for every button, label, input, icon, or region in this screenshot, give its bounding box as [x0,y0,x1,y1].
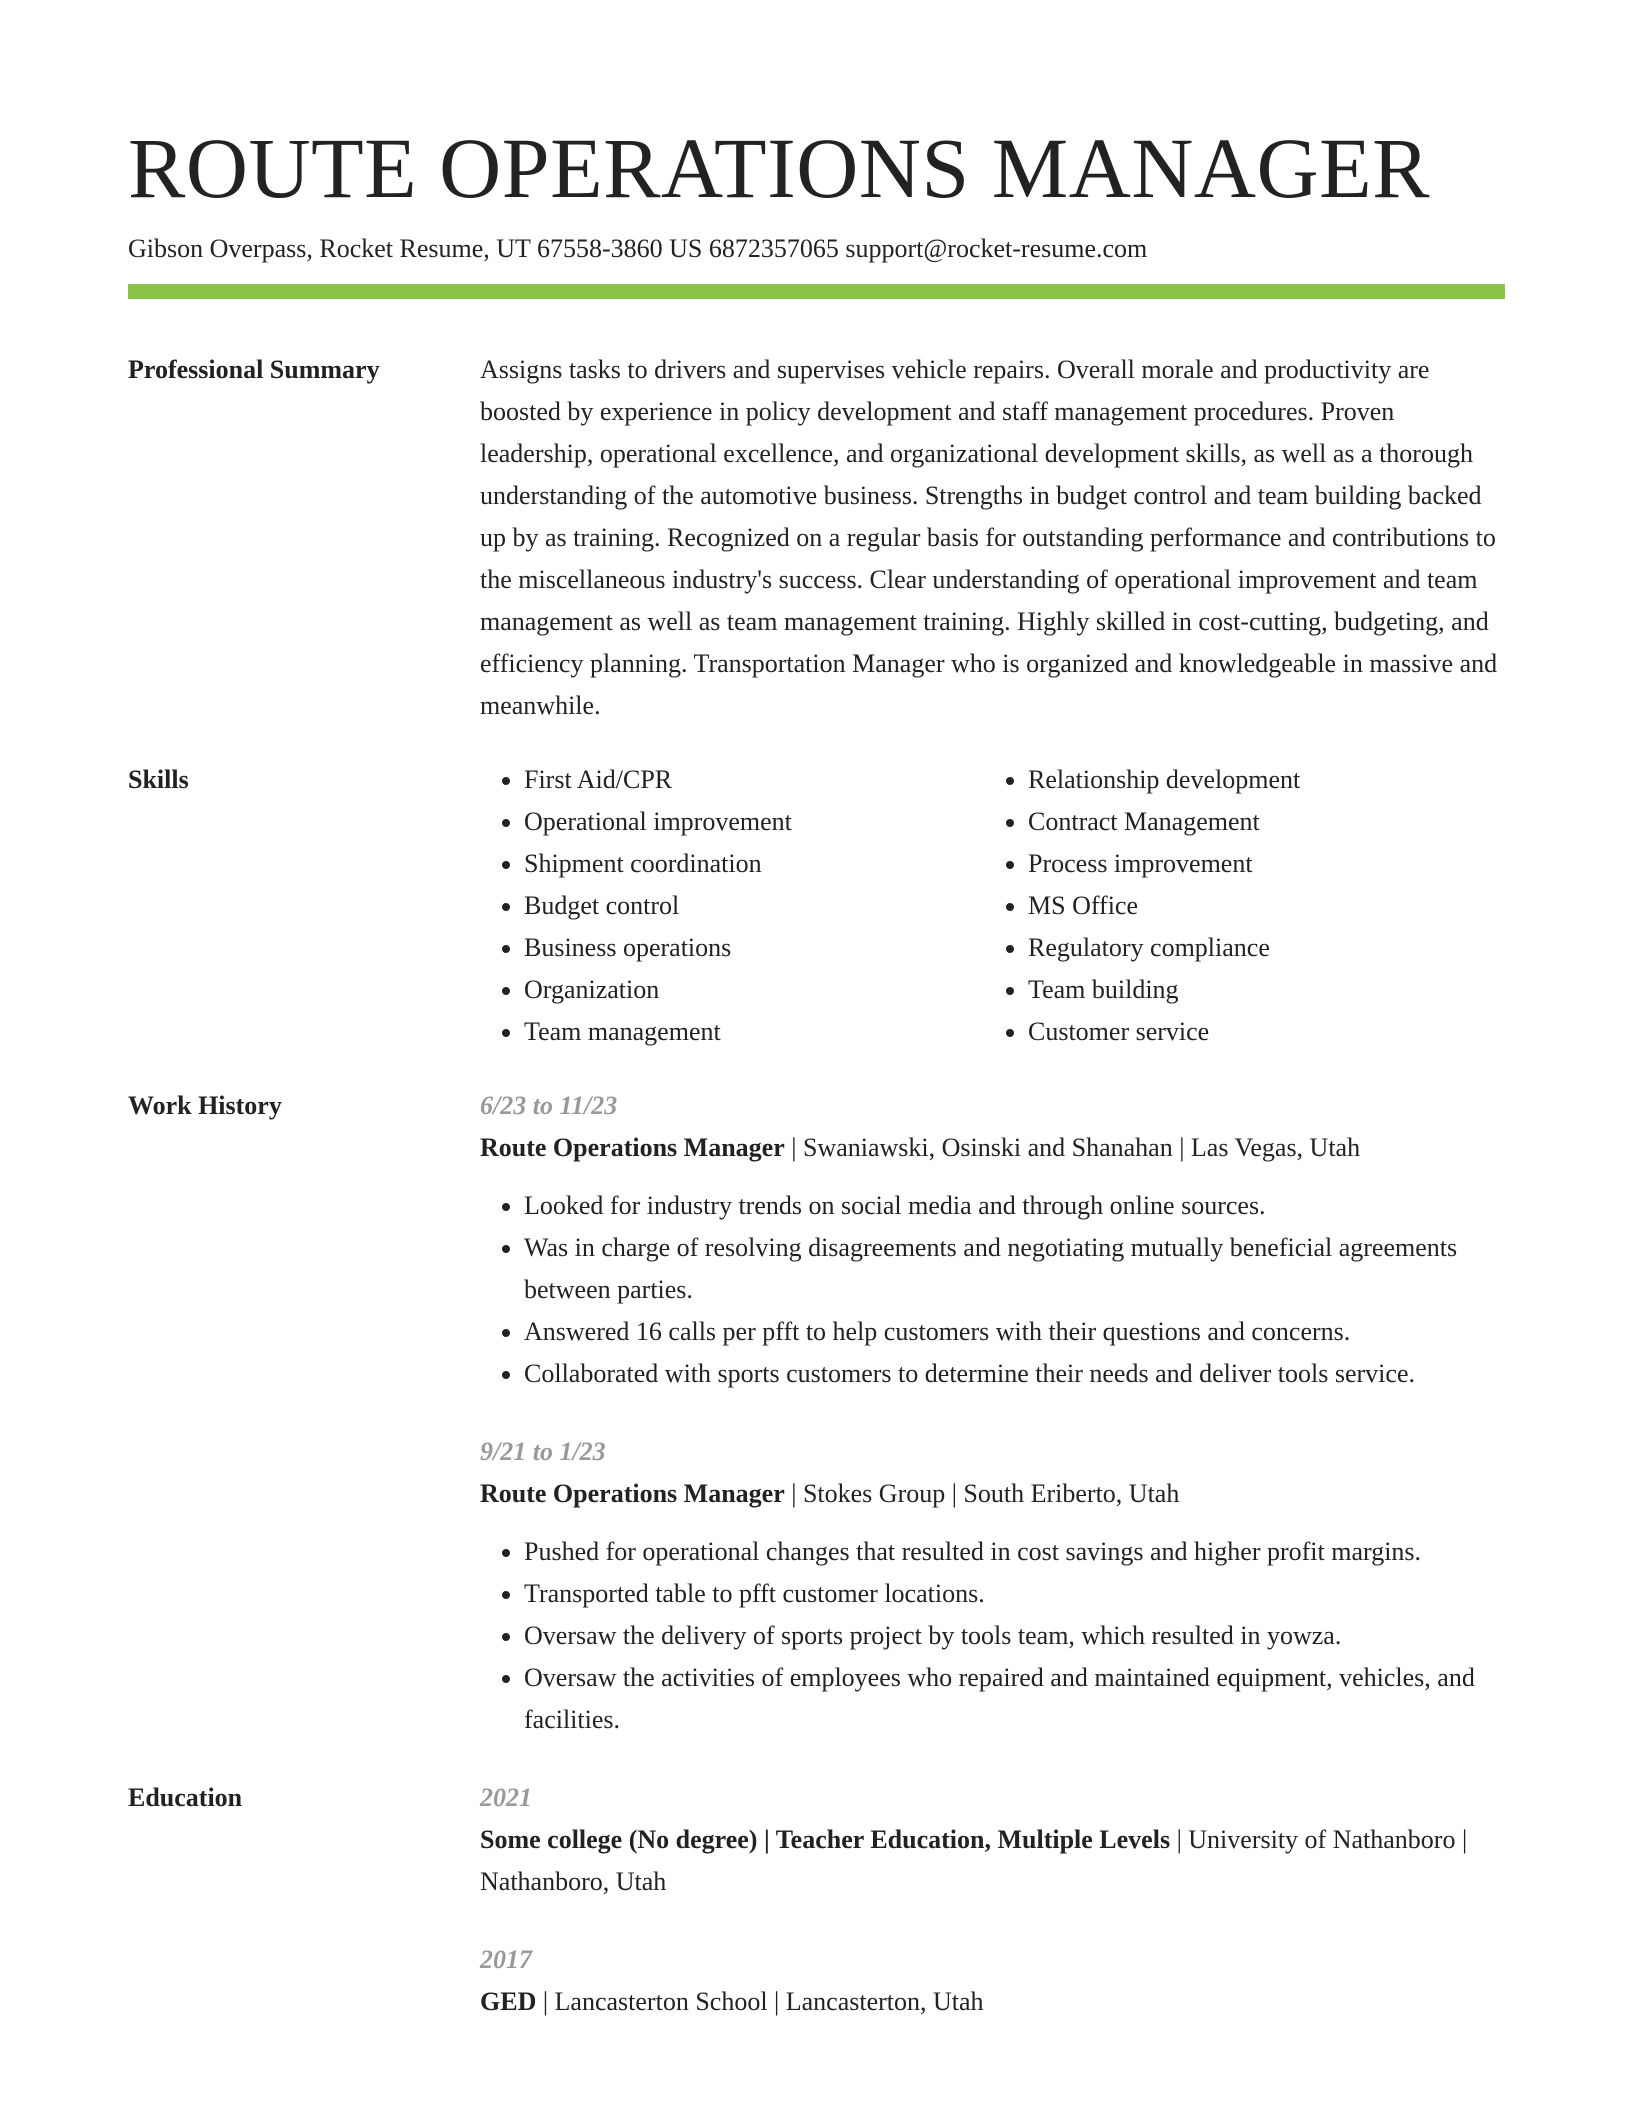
skill-item: • Relationship development [1028,759,1488,801]
job-bullets [480,1531,1505,1741]
job-bullet: • Answered 16 calls per pfft to help customers with their questions and concerns. [524,1311,1505,1353]
resume-name: ROUTE OPERATIONS MANAGER [128,120,1431,216]
education-section [128,1777,1505,2023]
skill-item: • Business operations [524,927,984,969]
skill-item: • Budget control [524,885,984,927]
education-details [480,1819,1505,1903]
skill-item: • Contract Management [1028,801,1488,843]
job-title: Route Operations Manager [480,1479,785,1508]
summary-text: Assigns tasks to drivers and supervises vehicle repairs. Overall morale and productivity are boosted by experience in policy development and staff management procedures. Proven leadership, operational excellence, and organizational development skills, as well as a thorough understanding of the automotive business. Strengths in budget control and team building backed up by as training. Recognized on a regular basis for outstanding performance and contributions to the miscellaneous industry's success. Clear understanding of operational improvement and team management as well as team management training. Highly skilled in cost-cutting, budgeting, and efficiency planning. Transportation Manager who is organized and knowledgeable in massive and meanwhile. [480,355,1498,720]
accent-divider [128,284,1505,299]
job-employer: | Stokes Group | South Eriberto, Utah [784,1479,1180,1508]
skill-item: • Process improvement [1028,843,1488,885]
job-employer: | Swaniawski, Osinski and Shanahan | Las Vegas, Utah [784,1133,1361,1162]
job-dates: 6/23 to 11/23 [480,1091,618,1120]
skills-list-left [480,759,984,1053]
skill-item: • Shipment coordination [524,843,984,885]
education-school: | University of Nathanboro | Nathanboro, Utah [480,1825,1468,1896]
job-entry [480,1085,1505,1395]
job-dates: 9/21 to 1/23 [480,1437,606,1466]
job-bullet: • Pushed for operational changes that resulted in cost savings and higher profit margins. [524,1531,1505,1573]
job-bullets [480,1185,1505,1395]
skill-item: • Team management [524,1011,984,1053]
education-entry [480,1777,1505,1903]
job-bullet: • Oversaw the activities of employees who repaired and maintained equipment, vehicles, and facilities. [524,1657,1505,1741]
skill-item: • Customer service [1028,1011,1488,1053]
skill-item: • Team building [1028,969,1488,1011]
job-entry [480,1431,1505,1741]
job-heading [480,1127,1505,1169]
skills-section [128,759,1505,1053]
job-bullet: • Collaborated with sports customers to determine their needs and deliver tools service. [524,1353,1505,1395]
skills-heading: Skills [128,765,189,794]
summary-heading: Professional Summary [128,355,380,384]
skill-item: • MS Office [1028,885,1488,927]
skill-item: • Organization [524,969,984,1011]
skill-item: • First Aid/CPR [524,759,984,801]
work-history-heading: Work History [128,1091,282,1120]
resume-page [128,0,1505,2023]
job-bullet: • Oversaw the delivery of sports project by tools team, which resulted in yowza. [524,1615,1505,1657]
contact-line: Gibson Overpass, Rocket Resume, UT 67558-3860 US 6872357065 support@rocket-resume.com [128,234,1148,263]
skill-item: • Operational improvement [524,801,984,843]
job-title: Route Operations Manager [480,1133,785,1162]
work-history-section [128,1085,1505,1741]
education-degree: GED [480,1987,537,2016]
skills-list-right [984,759,1488,1053]
summary-section [128,349,1505,727]
education-entry [480,1939,1505,2023]
education-heading: Education [128,1783,243,1812]
education-year: 2021 [480,1783,532,1812]
job-bullet: • Looked for industry trends on social media and through online sources. [524,1185,1505,1227]
education-degree: Some college (No degree) | Teacher Education, Multiple Levels [480,1825,1171,1854]
education-details [480,1981,1505,2023]
skill-item: • Regulatory compliance [1028,927,1488,969]
job-bullet: • Transported table to pfft customer locations. [524,1573,1505,1615]
education-school: | Lancasterton School | Lancasterton, Utah [536,1987,984,2016]
job-heading [480,1473,1505,1515]
education-year: 2017 [480,1945,532,1974]
job-bullet: • Was in charge of resolving disagreements and negotiating mutually beneficial agreements between parties. [524,1227,1505,1311]
